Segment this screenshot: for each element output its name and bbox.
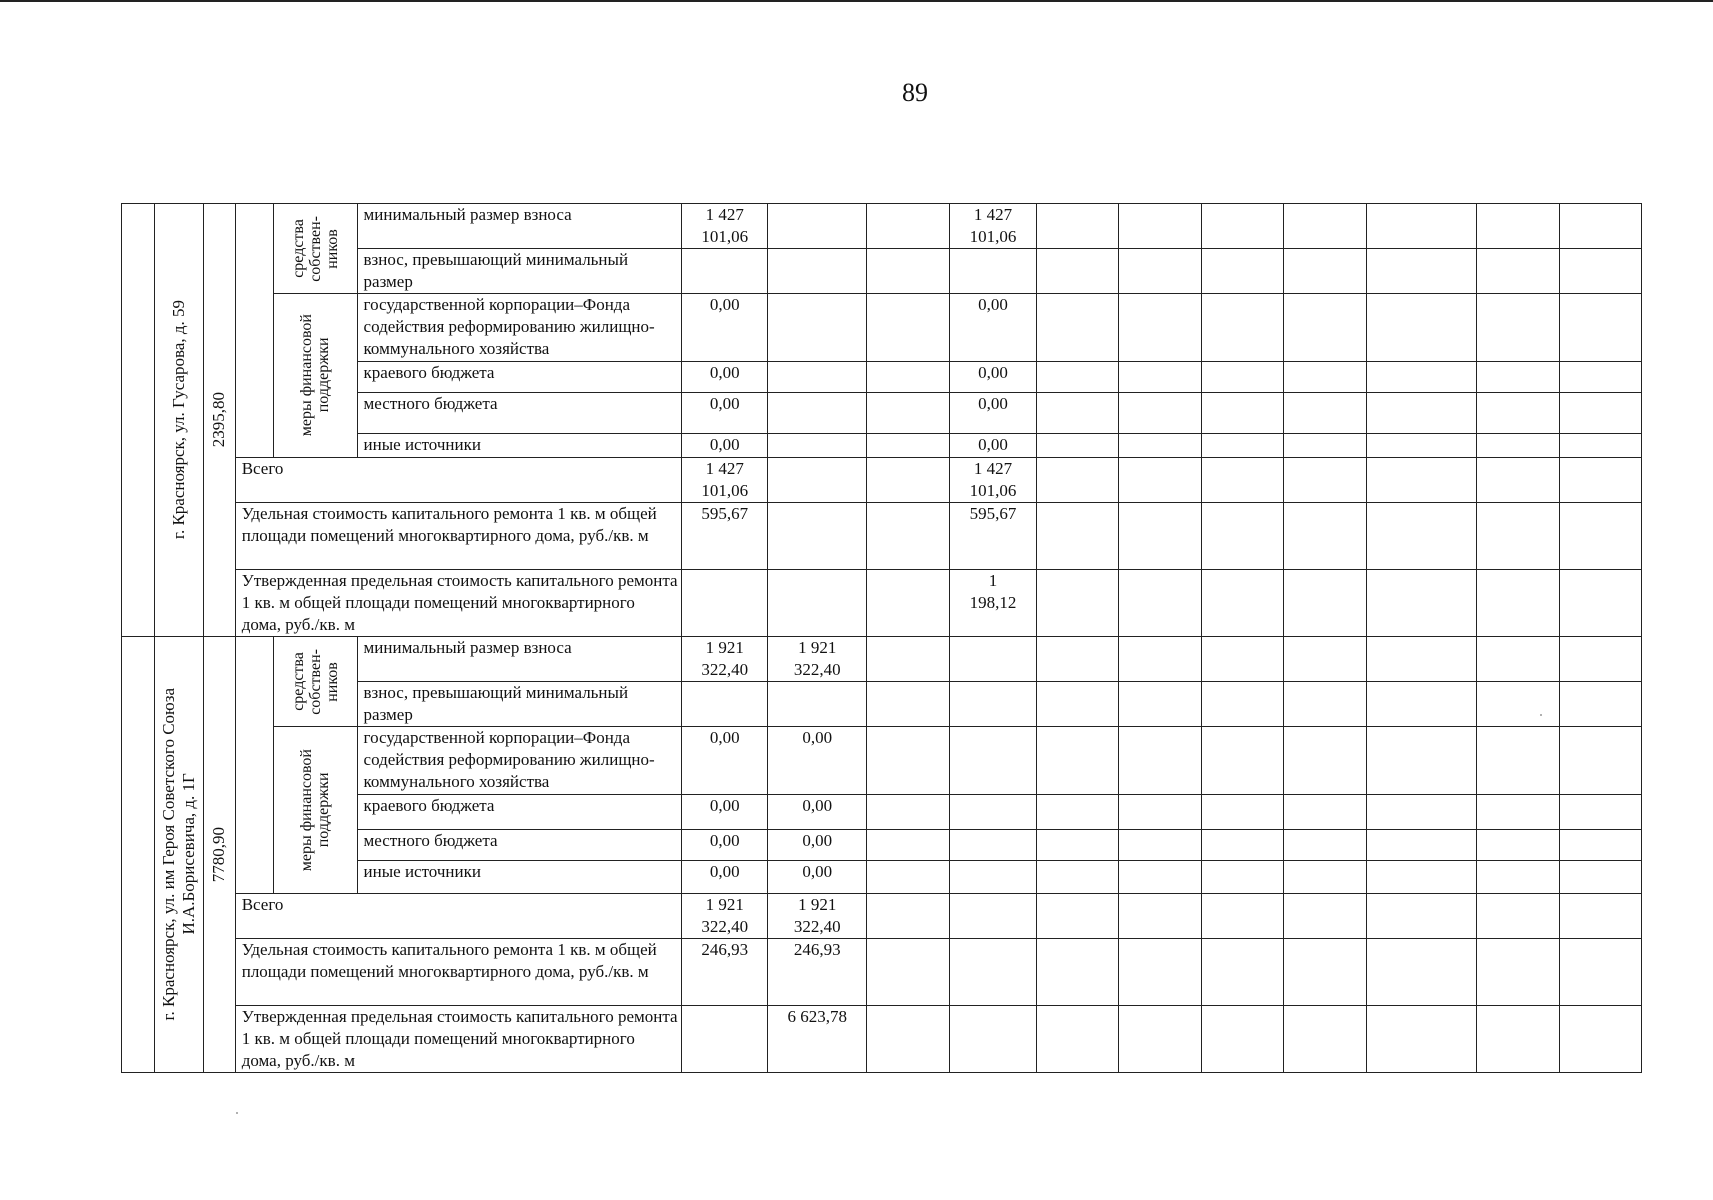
label-limit-cost: Утвержденная предельная стоимость капитального ремонта 1 кв. м общей площади помещений многоквартирного дома, руб./кв. м xyxy=(235,570,681,637)
value-cell xyxy=(1284,294,1367,362)
value-cell xyxy=(1118,830,1201,861)
value-cell xyxy=(768,795,867,830)
value-cell xyxy=(950,204,1036,249)
value-cell xyxy=(1477,249,1560,294)
value-cell xyxy=(1036,727,1118,795)
value-cell xyxy=(950,503,1036,570)
value-cell xyxy=(1036,393,1118,434)
table-row xyxy=(122,393,1713,434)
value-cell xyxy=(1036,637,1118,682)
table-row xyxy=(122,204,1713,249)
value-text: 0,00 xyxy=(709,796,740,815)
value-text: 0,00 xyxy=(978,295,1008,314)
value-text: 595,67 xyxy=(701,504,749,523)
value-cell xyxy=(1477,204,1560,249)
value-cell xyxy=(1477,294,1560,362)
value-text: 0,00 xyxy=(802,831,833,850)
value-text: 1 198,12 xyxy=(969,571,1017,612)
address-cell-text: г. Красноярск, ул. Гусарова, д. 59 xyxy=(168,300,188,540)
value-text: 1 921 322,40 xyxy=(793,895,841,936)
value-cell xyxy=(1118,727,1201,795)
label-fund: государственной корпорации–Фонда содействия реформированию жилищно-коммунального хозяйства xyxy=(357,727,682,795)
value-cell xyxy=(682,503,768,570)
table-row xyxy=(122,894,1713,939)
value-cell xyxy=(768,204,867,249)
value-cell xyxy=(768,393,867,434)
value-text: 1 427 101,06 xyxy=(969,205,1017,246)
value-cell xyxy=(867,393,950,434)
value-cell xyxy=(1201,939,1283,1006)
value-cell xyxy=(1477,795,1560,830)
value-text: 0,00 xyxy=(978,435,1008,454)
area-cell xyxy=(204,637,235,1073)
value-cell xyxy=(867,362,950,393)
value-cell xyxy=(1560,795,1642,830)
support-measures-label xyxy=(274,294,357,458)
value-cell xyxy=(1036,830,1118,861)
value-cell xyxy=(867,1006,950,1073)
value-cell xyxy=(1036,682,1118,727)
value-cell xyxy=(1477,830,1560,861)
label-fund: государственной корпорации–Фонда содействия реформированию жилищно-коммунального хозяйства xyxy=(357,294,682,362)
value-cell xyxy=(682,362,768,393)
value-cell xyxy=(1284,249,1367,294)
value-cell xyxy=(950,939,1036,1006)
value-cell xyxy=(1036,434,1118,458)
value-cell xyxy=(1284,637,1367,682)
value-cell xyxy=(1036,503,1118,570)
value-cell xyxy=(1560,458,1642,503)
table-row xyxy=(122,830,1713,861)
value-cell xyxy=(867,939,950,1006)
value-cell xyxy=(867,727,950,795)
table-row xyxy=(122,861,1713,894)
value-cell xyxy=(1036,458,1118,503)
value-cell xyxy=(1284,503,1367,570)
value-cell xyxy=(1284,830,1367,861)
value-cell xyxy=(950,861,1036,894)
value-cell xyxy=(1477,682,1560,727)
value-cell xyxy=(1201,861,1283,894)
value-cell xyxy=(1118,434,1201,458)
value-cell xyxy=(1477,1006,1560,1073)
value-cell xyxy=(1367,861,1477,894)
value-cell xyxy=(1367,434,1477,458)
value-cell xyxy=(682,1006,768,1073)
page-top-edge xyxy=(0,0,1713,2)
value-cell xyxy=(867,204,950,249)
value-cell xyxy=(768,570,867,637)
value-cell xyxy=(682,204,768,249)
value-cell xyxy=(1118,503,1201,570)
value-cell xyxy=(1367,249,1477,294)
value-cell xyxy=(768,294,867,362)
label-total: Всего xyxy=(235,458,681,503)
value-text: 595,67 xyxy=(969,504,1017,523)
label-over-min: взнос, превышающий минимальный размер xyxy=(357,249,682,294)
value-cell xyxy=(867,637,950,682)
value-cell xyxy=(1118,894,1201,939)
value-cell xyxy=(1367,637,1477,682)
value-cell xyxy=(867,861,950,894)
value-cell xyxy=(768,362,867,393)
value-cell xyxy=(867,894,950,939)
value-cell xyxy=(1118,682,1201,727)
value-cell xyxy=(1201,434,1283,458)
value-cell xyxy=(950,570,1036,637)
value-cell xyxy=(1036,294,1118,362)
value-text: 0,00 xyxy=(978,394,1008,413)
value-cell xyxy=(1367,939,1477,1006)
value-cell xyxy=(950,1006,1036,1073)
value-cell xyxy=(768,861,867,894)
value-cell xyxy=(682,434,768,458)
value-cell xyxy=(1118,249,1201,294)
value-cell xyxy=(1118,795,1201,830)
value-text: 0,00 xyxy=(709,728,740,747)
value-cell xyxy=(1036,939,1118,1006)
value-text: 0,00 xyxy=(802,728,833,747)
value-cell xyxy=(1284,204,1367,249)
value-cell xyxy=(1284,458,1367,503)
value-text: 6 623,78 xyxy=(787,1007,848,1026)
value-cell xyxy=(1284,1006,1367,1073)
value-cell xyxy=(1560,294,1642,362)
table-row xyxy=(122,362,1713,393)
label-unit-cost: Удельная стоимость капитального ремонта 1 кв. м общей площади помещений многоквартирного дома, руб./кв. м xyxy=(235,939,681,1006)
value-cell xyxy=(1201,682,1283,727)
value-cell xyxy=(1477,727,1560,795)
value-cell xyxy=(1036,570,1118,637)
value-cell xyxy=(682,570,768,637)
value-cell xyxy=(1367,894,1477,939)
value-cell xyxy=(1201,637,1283,682)
value-cell xyxy=(1367,362,1477,393)
value-cell xyxy=(950,682,1036,727)
value-cell xyxy=(950,249,1036,294)
value-cell xyxy=(867,458,950,503)
value-text: 1 921 322,40 xyxy=(793,638,841,679)
value-cell xyxy=(1201,458,1283,503)
value-cell xyxy=(1284,393,1367,434)
value-cell xyxy=(1201,294,1283,362)
owners-funds-label-text: средства собствен- ников xyxy=(289,648,341,715)
value-cell xyxy=(1036,861,1118,894)
value-cell xyxy=(950,362,1036,393)
value-cell xyxy=(1284,939,1367,1006)
value-cell xyxy=(682,393,768,434)
value-cell xyxy=(1201,503,1283,570)
area-cell-text: 7780,90 xyxy=(209,826,229,883)
value-cell xyxy=(1560,570,1642,637)
value-cell xyxy=(1560,682,1642,727)
value-cell xyxy=(682,861,768,894)
value-cell xyxy=(1284,682,1367,727)
value-cell xyxy=(1477,362,1560,393)
value-cell xyxy=(950,795,1036,830)
value-cell xyxy=(682,637,768,682)
area-cell xyxy=(204,204,235,637)
support-measures-label-text: меры финансовой поддержки xyxy=(298,748,333,872)
value-cell xyxy=(867,434,950,458)
value-cell xyxy=(867,682,950,727)
value-cell xyxy=(1118,861,1201,894)
value-text: 1 921 322,40 xyxy=(701,638,749,679)
value-cell xyxy=(1201,830,1283,861)
value-cell xyxy=(950,434,1036,458)
value-cell xyxy=(867,830,950,861)
value-cell xyxy=(1036,894,1118,939)
value-cell xyxy=(1036,204,1118,249)
value-cell xyxy=(1367,795,1477,830)
value-cell xyxy=(1036,795,1118,830)
value-cell xyxy=(1367,393,1477,434)
value-cell xyxy=(1477,894,1560,939)
value-cell xyxy=(1284,727,1367,795)
scan-speck xyxy=(1540,714,1542,716)
value-cell xyxy=(950,458,1036,503)
scan-speck xyxy=(236,1112,238,1114)
value-cell xyxy=(1477,861,1560,894)
value-cell xyxy=(682,682,768,727)
value-cell xyxy=(1560,503,1642,570)
value-cell xyxy=(1118,204,1201,249)
value-cell xyxy=(1036,1006,1118,1073)
value-cell xyxy=(768,894,867,939)
value-cell xyxy=(1560,894,1642,939)
label-min-payment: минимальный размер взноса xyxy=(357,204,682,249)
value-cell xyxy=(682,894,768,939)
row-number-cell xyxy=(122,204,155,637)
value-cell xyxy=(1477,434,1560,458)
value-cell xyxy=(1560,861,1642,894)
label-other: иные источники xyxy=(357,434,682,458)
value-cell xyxy=(682,249,768,294)
page-number: 89 xyxy=(902,78,928,107)
value-cell xyxy=(1036,362,1118,393)
table-row xyxy=(122,434,1713,458)
value-text: 1 427 101,06 xyxy=(969,459,1017,500)
table-row xyxy=(122,1006,1713,1073)
value-cell xyxy=(1367,570,1477,637)
value-cell xyxy=(768,503,867,570)
label-other: иные источники xyxy=(357,861,682,894)
value-cell xyxy=(768,458,867,503)
value-cell xyxy=(867,503,950,570)
value-cell xyxy=(1201,727,1283,795)
value-text: 1 921 322,40 xyxy=(701,895,749,936)
value-text: 1 427 101,06 xyxy=(701,459,749,500)
value-cell xyxy=(950,727,1036,795)
value-text: 0,00 xyxy=(709,862,740,881)
value-cell xyxy=(1284,894,1367,939)
value-text: 0,00 xyxy=(802,862,833,881)
value-cell xyxy=(1367,458,1477,503)
value-cell xyxy=(867,294,950,362)
value-cell xyxy=(1477,939,1560,1006)
value-cell xyxy=(1118,362,1201,393)
value-text: 0,00 xyxy=(978,363,1008,382)
value-cell xyxy=(1367,294,1477,362)
value-cell xyxy=(768,939,867,1006)
value-cell xyxy=(950,637,1036,682)
label-limit-cost: Утвержденная предельная стоимость капитального ремонта 1 кв. м общей площади помещений многоквартирного дома, руб./кв. м xyxy=(235,1006,681,1073)
value-cell xyxy=(950,393,1036,434)
value-text: 246,93 xyxy=(793,940,841,959)
value-cell xyxy=(1284,434,1367,458)
value-cell xyxy=(950,294,1036,362)
value-cell xyxy=(682,939,768,1006)
value-text: 0,00 xyxy=(709,295,740,314)
value-cell xyxy=(1201,894,1283,939)
value-cell xyxy=(1477,503,1560,570)
table-row xyxy=(122,637,1713,682)
value-cell xyxy=(867,570,950,637)
value-cell xyxy=(1560,249,1642,294)
label-unit-cost: Удельная стоимость капитального ремонта 1 кв. м общей площади помещений многоквартирного дома, руб./кв. м xyxy=(235,503,681,570)
value-cell xyxy=(1201,570,1283,637)
area-cell-text: 2395,80 xyxy=(209,392,229,448)
owners-funds-label-text: средства собствен- ников xyxy=(289,215,341,282)
value-cell xyxy=(1560,939,1642,1006)
value-text: 246,93 xyxy=(701,940,749,959)
value-cell xyxy=(1118,294,1201,362)
value-cell xyxy=(1284,570,1367,637)
table-row xyxy=(122,570,1713,637)
value-cell xyxy=(1201,249,1283,294)
spacer-cell xyxy=(235,637,273,894)
value-text: 0,00 xyxy=(709,363,740,382)
value-cell xyxy=(1367,503,1477,570)
value-cell xyxy=(1560,362,1642,393)
value-cell xyxy=(682,458,768,503)
value-cell xyxy=(1118,637,1201,682)
value-cell xyxy=(1201,204,1283,249)
value-cell xyxy=(1477,393,1560,434)
value-text: 0,00 xyxy=(709,435,740,454)
value-cell xyxy=(1118,1006,1201,1073)
value-cell xyxy=(768,682,867,727)
value-cell xyxy=(950,894,1036,939)
value-cell xyxy=(1284,795,1367,830)
value-cell xyxy=(682,727,768,795)
value-cell xyxy=(1560,637,1642,682)
table-row xyxy=(122,294,1713,362)
value-text: 0,00 xyxy=(709,831,740,850)
value-cell xyxy=(1118,393,1201,434)
value-cell xyxy=(768,249,867,294)
label-min-payment: минимальный размер взноса xyxy=(357,637,682,682)
value-cell xyxy=(950,830,1036,861)
label-local: местного бюджета xyxy=(357,830,682,861)
support-measures-label-text: меры финансовой поддержки xyxy=(298,314,333,437)
value-cell xyxy=(1367,727,1477,795)
value-cell xyxy=(768,1006,867,1073)
value-cell xyxy=(1201,795,1283,830)
value-cell xyxy=(1560,204,1642,249)
label-over-min: взнос, превышающий минимальный размер xyxy=(357,682,682,727)
value-cell xyxy=(1367,830,1477,861)
value-cell xyxy=(867,795,950,830)
value-cell xyxy=(1118,458,1201,503)
value-cell xyxy=(1477,458,1560,503)
value-cell xyxy=(1201,362,1283,393)
value-text: 1 427 101,06 xyxy=(701,205,749,246)
value-cell xyxy=(1477,570,1560,637)
row-number-cell xyxy=(122,637,155,1073)
value-text: 0,00 xyxy=(802,796,833,815)
capital-repair-table xyxy=(121,203,1713,1073)
value-cell xyxy=(1367,1006,1477,1073)
address-cell-text: г. Красноярск, ул. им Героя Советского Союза И.А.Борисевича, д. 1Г xyxy=(158,688,198,1021)
value-cell xyxy=(1560,434,1642,458)
value-cell xyxy=(1367,204,1477,249)
value-cell xyxy=(768,830,867,861)
table-row xyxy=(122,795,1713,830)
value-text: 0,00 xyxy=(709,394,740,413)
address-cell xyxy=(154,204,204,637)
value-cell xyxy=(1367,682,1477,727)
label-regional: краевого бюджета xyxy=(357,795,682,830)
value-cell xyxy=(1560,393,1642,434)
address-cell xyxy=(154,637,204,1073)
value-cell xyxy=(1560,1006,1642,1073)
table-row xyxy=(122,458,1713,503)
table-row xyxy=(122,503,1713,570)
value-cell xyxy=(1477,637,1560,682)
value-cell xyxy=(1284,861,1367,894)
owners-funds-label xyxy=(274,204,357,294)
label-local: местного бюджета xyxy=(357,393,682,434)
value-cell xyxy=(1201,393,1283,434)
value-cell xyxy=(1118,570,1201,637)
value-cell xyxy=(1560,727,1642,795)
value-cell xyxy=(768,434,867,458)
label-total: Всего xyxy=(235,894,681,939)
table-row xyxy=(122,682,1713,727)
label-regional: краевого бюджета xyxy=(357,362,682,393)
value-cell xyxy=(1284,362,1367,393)
value-cell xyxy=(867,249,950,294)
table-row xyxy=(122,727,1713,795)
value-cell xyxy=(1118,939,1201,1006)
value-cell xyxy=(682,795,768,830)
value-cell xyxy=(1560,830,1642,861)
support-measures-label xyxy=(274,727,357,894)
value-cell xyxy=(1201,1006,1283,1073)
owners-funds-label xyxy=(274,637,357,727)
value-cell xyxy=(768,637,867,682)
table-row xyxy=(122,249,1713,294)
value-cell xyxy=(1036,249,1118,294)
spacer-cell xyxy=(235,204,273,458)
value-cell xyxy=(768,727,867,795)
table-row xyxy=(122,939,1713,1006)
value-cell xyxy=(682,830,768,861)
value-cell xyxy=(682,294,768,362)
